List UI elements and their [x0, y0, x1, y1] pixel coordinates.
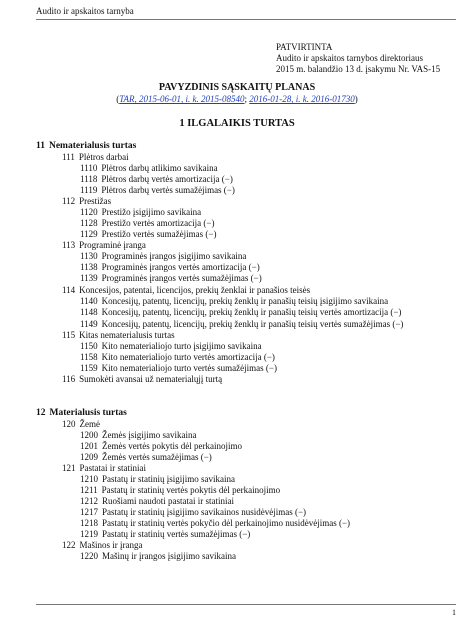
- account-label: Kito nematerialiojo turto įsigijimo savikaina: [101, 341, 262, 351]
- account-code: 1159: [80, 363, 98, 373]
- account-label: Koncesijų, patentų, licencijų, prekių ženklų ir panašių teisių įsigijimo savikaina: [101, 296, 389, 306]
- account-code: 1139: [80, 273, 98, 283]
- document-title: PAVYZDINIS SĄSKAITŲ PLANAS: [158, 82, 316, 93]
- account-subgroup-row: [62, 463, 146, 474]
- account-label: Koncesijų, patentų, licencijų, prekių ženklų ir panašių teisių vertės sumažėjimas (−): [101, 319, 404, 329]
- approval-line-2: Audito ir apskaitos tarnybos direktoriaus: [276, 53, 423, 63]
- account-code: 1210: [80, 474, 98, 484]
- account-group-row: [36, 141, 136, 152]
- account-row: [80, 474, 235, 485]
- account-label: Kito nematerialiojo turto vertės amortizacija (−): [101, 352, 275, 362]
- account-row: [80, 341, 262, 352]
- account-code: 1200: [80, 430, 98, 440]
- account-code: 12: [36, 408, 46, 418]
- account-label: Plėtros darbai: [78, 152, 129, 162]
- account-subgroup-row: [62, 152, 129, 163]
- page-number: 1: [452, 608, 456, 617]
- account-code: 1120: [80, 207, 98, 217]
- account-label: Materialusis turtas: [49, 408, 127, 418]
- account-label: Žemės įsigijimo savikaina: [102, 430, 197, 440]
- account-row: [80, 174, 233, 185]
- account-group-row: [36, 408, 127, 419]
- account-label: Programinė įranga: [79, 240, 146, 250]
- account-row: [80, 319, 403, 330]
- account-code: 1130: [80, 251, 98, 261]
- account-label: Nematerialusis turtas: [48, 141, 137, 151]
- account-row: [80, 218, 214, 229]
- reference-link-2015[interactable]: TAR, 2015-06-01, i. k. 2015-08540: [119, 94, 245, 104]
- account-code: 122: [62, 540, 76, 550]
- account-row: [80, 229, 216, 240]
- account-row: [80, 296, 388, 307]
- account-label: Plėtros darbų vertės amortizacija (−): [101, 174, 233, 184]
- account-label: Žemės vertės sumažėjimas (−): [102, 452, 212, 462]
- account-label: Kito nematerialiojo turto vertės sumažėjimas (−): [101, 363, 277, 373]
- account-label: Pastatų ir statinių vertės sumažėjimas (−): [102, 529, 251, 539]
- footer-divider: [36, 604, 456, 605]
- account-subgroup-row: [62, 419, 100, 430]
- account-label: Programinės įrangos įsigijimo savikaina: [101, 251, 247, 261]
- account-code: 114: [62, 285, 76, 295]
- account-label: Žemės vertės pokytis dėl perkainojimo: [102, 441, 242, 451]
- account-code: 1218: [80, 518, 98, 528]
- account-row: [80, 163, 218, 174]
- header-divider: [36, 19, 456, 20]
- account-label: Kitas nematerialusis turtas: [79, 330, 175, 340]
- account-code: 115: [62, 330, 76, 340]
- account-code: 1201: [80, 441, 98, 451]
- account-subgroup-row: [62, 196, 111, 207]
- account-label: Žemė: [79, 419, 100, 429]
- section-title: 1 ILGALAIKIS TURTAS: [179, 118, 295, 129]
- account-code: 1128: [80, 218, 98, 228]
- account-subgroup-row: [62, 240, 146, 251]
- account-code: 1148: [80, 307, 98, 317]
- reference-link-2016[interactable]: 2016-01-28, i. k. 2016-01730: [249, 94, 355, 104]
- account-label: Pastatų ir statinių vertės pokytis dėl perkainojimo: [101, 485, 281, 495]
- account-code: 1140: [80, 296, 98, 306]
- account-label: Sumokėti avansai už nematerialųjį turtą: [79, 374, 223, 384]
- account-label: Mašinos ir įranga: [79, 540, 143, 550]
- account-label: Koncesijų, patentų, licencijų, prekių ženklų ir panašių teisių vertės amortizacija (−): [101, 307, 402, 317]
- account-row: [80, 251, 246, 262]
- account-code: 1129: [80, 229, 98, 239]
- account-label: Pastatų ir statinių vertės pokyčio dėl perkainojimo nusidėvėjimas (−): [102, 518, 351, 528]
- account-code: 1211: [80, 485, 98, 495]
- account-code: 111: [62, 152, 75, 162]
- account-code: 121: [62, 463, 76, 473]
- account-subgroup-row: [62, 374, 222, 385]
- account-label: Pastatų ir statinių įsigijimo savikaina: [102, 474, 235, 484]
- account-label: Programinės įrangos vertės amortizacija (−): [101, 262, 260, 272]
- account-label: Koncesijos, patentai, licencijos, prekių ženklai ir panašios teisės: [79, 285, 311, 295]
- account-code: 1118: [80, 174, 98, 184]
- header-org-name: Audito ir apskaitos tarnyba: [36, 6, 134, 16]
- account-code: 1110: [80, 163, 98, 173]
- approval-line-3: 2015 m. balandžio 13 d. įsakymu Nr. VAS-15: [276, 64, 441, 74]
- account-subgroup-row: [62, 330, 175, 341]
- account-label: Plėtros darbų vertės sumažėjimas (−): [101, 185, 235, 195]
- account-code: 11: [36, 141, 45, 151]
- account-label: Prestižo vertės amortizacija (−): [101, 218, 215, 228]
- account-row: [80, 496, 234, 507]
- account-label: Prestižas: [79, 196, 112, 206]
- account-row: [80, 352, 275, 363]
- reference-open-paren: (: [116, 94, 120, 104]
- account-row: [80, 185, 235, 196]
- account-row: [80, 273, 262, 284]
- account-code: 116: [62, 374, 76, 384]
- account-code: 1212: [80, 496, 98, 506]
- account-label: Programinės įrangos vertės sumažėjimas (−): [101, 273, 262, 283]
- account-row: [80, 551, 236, 562]
- account-code: 1150: [80, 341, 98, 351]
- account-code: 1217: [80, 507, 98, 517]
- document-references: [0, 94, 474, 104]
- approval-block: [276, 42, 440, 75]
- account-row: [80, 262, 260, 273]
- account-code: 112: [62, 196, 76, 206]
- account-label: Pastatai ir statiniai: [79, 463, 146, 473]
- account-row: [80, 307, 401, 318]
- account-row: [80, 441, 242, 452]
- account-code: 113: [62, 240, 76, 250]
- account-row: [80, 485, 280, 496]
- account-code: 1119: [80, 185, 98, 195]
- account-row: [80, 207, 201, 218]
- account-code: 1220: [80, 551, 98, 561]
- account-label: Mašinų ir įrangos įsigijimo savikaina: [102, 551, 236, 561]
- account-code: 120: [62, 419, 76, 429]
- account-label: Pastatų ir statinių įsigijimo savikainos nusidėvėjimas (−): [102, 507, 307, 517]
- account-label: Prestižo įsigijimo savikaina: [101, 207, 202, 217]
- account-label: Plėtros darbų atlikimo savikaina: [101, 163, 218, 173]
- account-row: [80, 507, 306, 518]
- reference-close-paren: ): [354, 94, 358, 104]
- account-code: 1209: [80, 452, 98, 462]
- account-code: 1149: [80, 319, 98, 329]
- account-code: 1138: [80, 262, 98, 272]
- account-row: [80, 518, 350, 529]
- approval-line-1: PATVIRTINTA: [276, 42, 333, 52]
- account-label: Prestižo vertės sumažėjimas (−): [101, 229, 217, 239]
- account-subgroup-row: [62, 540, 143, 551]
- account-subgroup-row: [62, 285, 310, 296]
- account-code: 1158: [80, 352, 98, 362]
- reference-separator: ;: [244, 94, 250, 104]
- account-row: [80, 529, 250, 540]
- account-row: [80, 452, 212, 463]
- account-code: 1219: [80, 529, 98, 539]
- account-label: Ruošiami naudoti pastatai ir statiniai: [102, 496, 234, 506]
- account-row: [80, 430, 196, 441]
- account-row: [80, 363, 277, 374]
